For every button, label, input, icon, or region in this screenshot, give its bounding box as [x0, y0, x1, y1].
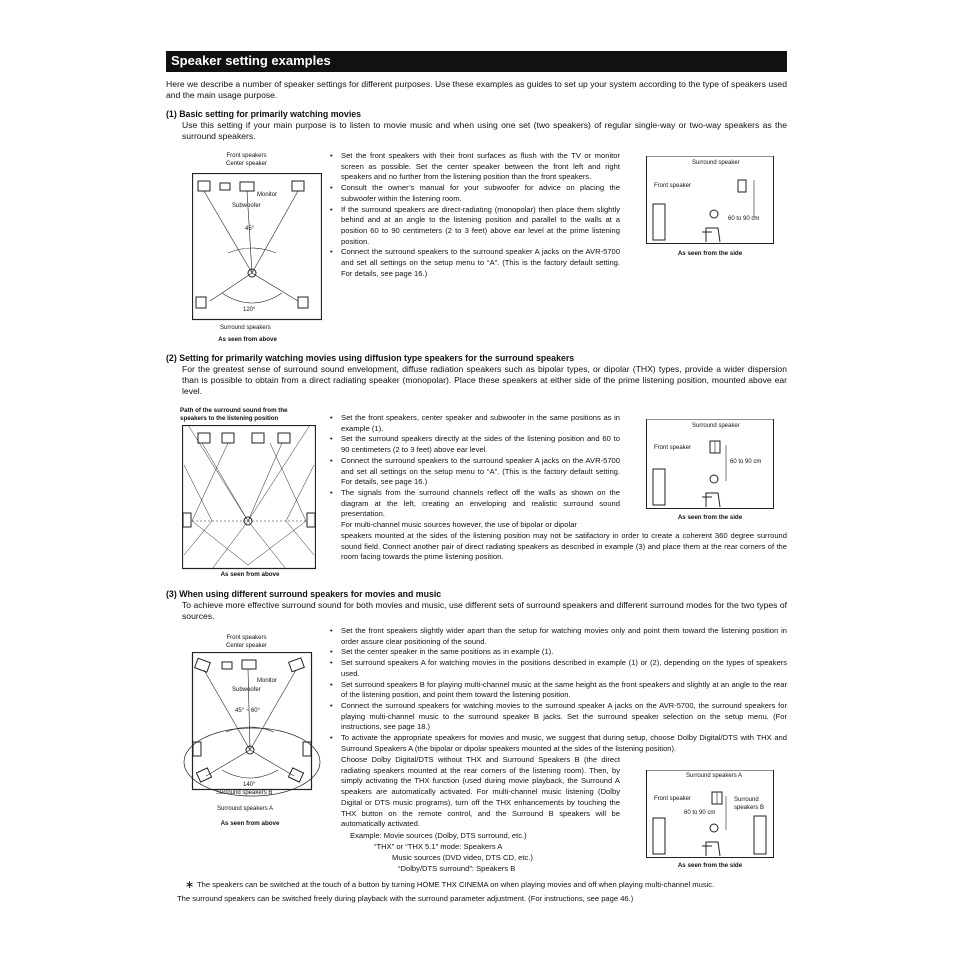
sec3-example-1: Example: Movie sources (Dolby, DTS surround, etc.)	[350, 831, 527, 840]
sec2-heading: (2) Setting for primarily watching movies using diffusion type speakers for the surround speakers	[166, 353, 575, 363]
sec2-side-surround-label: Surround speaker	[692, 423, 740, 429]
sec3-monitor-label: Monitor	[257, 678, 278, 684]
sec3-side-surroundA-label: Surround speakers A	[686, 773, 743, 779]
sec1-surround-label: Surround speakers	[220, 325, 271, 331]
sec2-side-dist-label: 60 to 90 cm	[730, 459, 762, 465]
sec1-bullet: • Set the front speakers with their front surfaces as flush with the TV or monitor screen as possible. Set the center speaker between the front left and right speakers and no further from the listening position than the front speakers.	[330, 151, 620, 183]
sec3-continued: Choose Dolby Digital/DTS without THX and Surround Speakers B (the direct radiating speakers mounted at the rear corners of the listening room). Then, by simply activating the THX function (used during movie playback, the Surround A speakers are automatically activated. For multi-channel music listening (Dolby Digital or DTS music programs), turn off the THX enhancements by touching the THX button on the remote control, and the Surround B speakers will be automatically activated.	[341, 755, 620, 829]
monitor-box	[240, 182, 254, 191]
sec2-top-diagram	[180, 405, 320, 583]
sec3-example-3: Music sources (DVD video, DTS CD, etc.)	[392, 853, 533, 862]
section-header	[166, 51, 787, 72]
sec3-bullet: • Set surround speakers B for playing multi-channel music at the same height as the front speakers and slightly at an angle to the rear of the listening position, and point them toward the listening position.	[330, 680, 787, 701]
sec2-path-label: Path of the surround sound from the speakers to the listening position	[180, 407, 288, 422]
sec3-surroundB-label: Surround speakers B	[216, 790, 273, 796]
front-right-speaker	[292, 181, 304, 191]
footnote-mark: ∗	[185, 879, 195, 891]
sec1-side-svg	[646, 156, 774, 244]
sec3-heading: (3) When using different surround speakers for movies and music	[166, 589, 442, 599]
sec1-heading: (1) Basic setting for primarily watching movies	[166, 109, 362, 119]
page-title: Speaker setting examples	[171, 53, 331, 68]
sec1-top-caption: As seen from above	[218, 336, 277, 343]
sec3-side-caption: As seen from the side	[677, 862, 743, 869]
sec1-body: Use this setting if your main purpose is to listen to movie music and when using one set (two speakers) of regular single-way or two-way speakers as the surround speakers.	[182, 120, 787, 142]
sec1-monitor-label: Monitor	[257, 192, 278, 198]
sec3-angle1-label: 45° ~ 60°	[235, 708, 260, 714]
intro-text: Here we describe a number of speaker settings for different purposes. Use these examples as guides to set up your system according to the type of speakers used and the main usage purpose.	[166, 79, 787, 101]
sec3-room-svg	[182, 652, 322, 802]
sec3-bullet: • Connect the surround speakers for watching movies to the surround speaker A jacks on the AVR-5700, the surround speakers for playing multi-channel music to the surround speaker B jacks. Set the surround speaker selection on the setup menu. (For instructions, see page 18.)	[330, 701, 787, 733]
sec3-side-surroundB-label: Surround speakers B	[734, 797, 765, 811]
front-left-speaker	[198, 181, 210, 191]
sec3-body: To achieve more effective surround sound for both movies and music, use different sets of surround speakers and different surround modes for the two types of sources.	[182, 600, 787, 622]
sec3-example-4: “Dolby/DTS surround”: Speakers B	[398, 864, 516, 873]
sec1-side-front-label: Front speaker	[654, 183, 692, 189]
sec3-surroundA-label: Surround speakers A	[217, 806, 274, 812]
sec2-bullet: • The signals from the surround channels reflect off the walls as shown on the diagram at the left, creating an enveloping and realistic surround sound presentation.	[330, 488, 620, 520]
sec2-bullet-list	[330, 413, 620, 520]
sec1-angle1-label: 45°	[245, 226, 255, 232]
sec2-note-a: For multi-channel music sources however, the use of bipolar or dipolar	[341, 520, 577, 529]
footnote-1: The speakers can be switched at the touch of a button by turning HOME THX CINEMA on when playing movies and off when playing multi-channel music.	[197, 880, 715, 889]
sec1-angle2-label: 120°	[243, 307, 256, 313]
sec3-subwoofer-label: Subwoofer	[232, 687, 261, 693]
sec3-bullet: • Set the center speaker in the same positions as in example (1).	[330, 647, 787, 658]
sec3-side-dist-label: 60 to 90 cm	[684, 810, 716, 816]
sec3-angle2-label: 140°	[243, 782, 256, 788]
sec1-bullet-list	[330, 151, 620, 279]
sec3-side-front-label: Front speaker	[654, 796, 692, 802]
sec2-side-front-label: Front speaker	[654, 445, 692, 451]
sec3-front-center-label: Front speakers Center speaker	[226, 635, 268, 649]
sec1-side-diagram	[646, 156, 774, 260]
sec2-note-b: speakers mounted at the sides of the listening position may not be satifactory in order to create a coherent 360 degree surround sound field. Connect another pair of direct radiating speakers as described in example (3) and place them at the rear corners of the room facing towards the prime listening position.	[341, 531, 787, 562]
subwoofer-box	[220, 183, 230, 190]
sec1-side-surround-label: Surround speaker	[692, 160, 740, 166]
sec2-bullet: • Set the front speakers, center speaker and subwoofer in the same positions as in example (1).	[330, 413, 620, 434]
sec2-room-svg	[182, 425, 316, 570]
sec1-subwoofer-label: Subwoofer	[232, 203, 261, 209]
sec2-side-caption: As seen from the side	[677, 514, 743, 521]
sec1-front-center-label: Front speakers Center speaker	[226, 153, 268, 167]
sec3-bullet: • Set surround speakers A for watching movies in the positions described in example (1) or (2), depending on the types of speakers used.	[330, 658, 787, 679]
sec2-top-caption: As seen from above	[220, 571, 280, 578]
footnote-2: The surround speakers can be switched freely during playback with the surround parameter adjustment. (For instructions, see page 46.)	[177, 894, 634, 903]
sec1-top-diagram	[180, 148, 330, 348]
sec3-example-2: “THX” or “THX 5.1” mode: Speakers A	[374, 842, 503, 851]
sec3-bullet: • To activate the appropriate speakers for movies and music, we suggest that during setup, choose Dolby Digital/DTS with THX and Surround Speakers A (the bipolar or dipolar speakers mounted at the sides of the listening position).	[330, 733, 787, 754]
sec3-top-caption: As seen from above	[220, 820, 280, 827]
sec3-bullet-list	[330, 626, 787, 754]
sec2-side-diagram	[646, 419, 774, 527]
sec2-body: For the greatest sense of surround sound envelopment, diffuse radiation speakers such as bipolar types, or dipolar (THX) types, provide a wider dispersion than is possible to obtain from a direct radiating speaker (monopolar). Place these speakers at either side of the prime listening position, mounted above ear level.	[182, 364, 787, 397]
sec3-bullet: • Set the front speakers slightly wider apart than the setup for watching movies only and point them toward the listening position in order assure clear positioning of the sound.	[330, 626, 787, 647]
sec2-bullet: • Set the surround speakers directly at the sides of the listening position and 60 to 90 centimeters (2 to 3 feet) above ear level.	[330, 434, 620, 455]
sec3-side-diagram	[646, 770, 774, 872]
sec1-side-dist-label: 60 to 90 cm	[728, 216, 760, 222]
sec1-bullet: • Connect the surround speakers to the surround speaker A jacks on the AVR-5700 and set all settings on the setup menu to “A”. (This is the factory default setting. For details, see page 16.)	[330, 247, 620, 279]
sec1-bullet: • If the surround speakers are direct-radiating (monopolar) then place them slightly behind and at an angle to the listening position and parallel to the walls at a position 60 to 90 centimeters (2 to 3 feet) above ear level at the prime listening position.	[330, 205, 620, 248]
sec1-bullet: • Consult the owner’s manual for your subwoofer for advice on placing the subwoofer within the listening room.	[330, 183, 620, 204]
sec3-top-diagram	[180, 632, 330, 832]
sec2-bullet: • Connect the surround speakers to the surround speaker A jacks on the AVR-5700 and set all settings on the setup menu to “A”. (This is the factory default setting. For details, see page 16.)	[330, 456, 620, 488]
sec1-side-caption: As seen from the side	[677, 250, 743, 257]
